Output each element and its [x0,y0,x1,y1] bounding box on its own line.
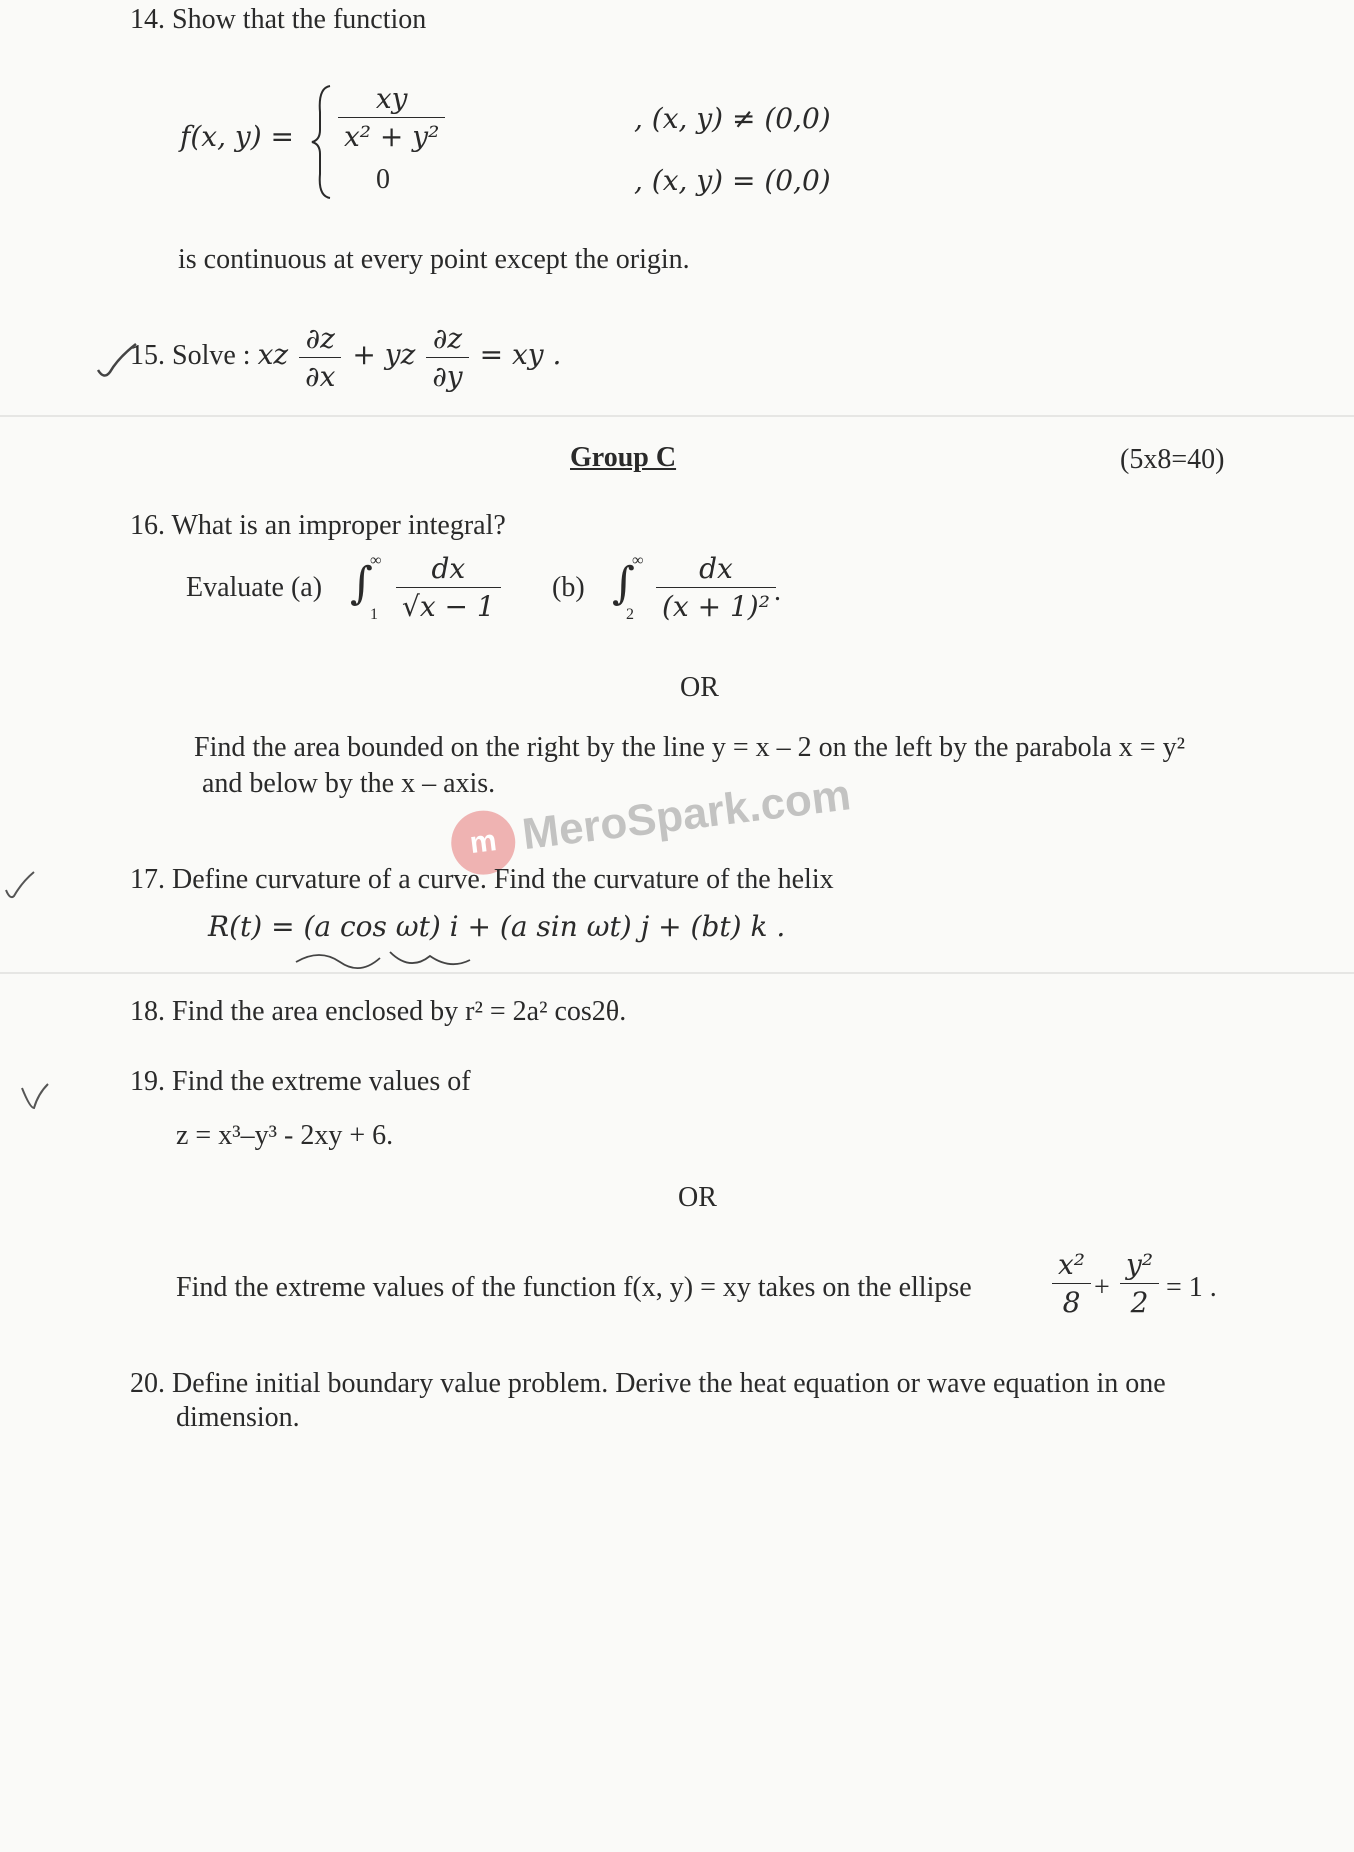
paper-fold [0,415,1354,417]
q14-intro: 14. Show that the function [130,4,427,35]
check-mark-icon [4,868,36,902]
q14-case1-condition: , (x, y) ≠ (0,0) [634,102,831,135]
q16-evaluate-label: Evaluate (a) [186,572,323,603]
fraction-numerator: ∂z [299,322,341,358]
q16-evaluate [186,552,806,632]
q16-a-upper-limit: ∞ [370,552,382,569]
q15-term1: xz [257,337,289,371]
group-c-title: Group C [570,442,677,473]
q14-case2-condition: , (x, y) = (0,0) [634,164,831,197]
q15 [130,322,561,393]
integral-sign-icon: ∫ [612,558,635,609]
q16-b-lower-limit: 2 [626,606,634,623]
fraction-numerator: dx [656,552,776,588]
fraction-numerator: y² [1120,1248,1159,1284]
q19-or: OR [678,1182,717,1213]
fraction-denominator: (x + 1)² [662,590,770,623]
watermark-text: MeroSpark.com [519,770,854,860]
fraction-denominator: x² + y² [344,120,440,153]
fraction-numerator: xy [338,82,445,118]
group-c-marks: (5x8=40) [1120,444,1225,475]
q17-line2: R(t) = (a cos ωt) i + (a sin ωt) j + (bt) k . [208,910,786,943]
q15-term2: + yz [352,337,416,371]
fraction-numerator: dx [396,552,501,588]
fraction-denominator: 2 [1130,1286,1149,1319]
q14-conclusion: is continuous at every point except the origin. [178,244,690,275]
q15-derivative-y [426,322,468,393]
q16-b-upper-limit: ∞ [632,552,644,569]
fraction-numerator: ∂z [426,322,468,358]
check-mark-icon [20,1082,50,1112]
q14-lhs: f(x, y) = [180,120,294,153]
q14-case2-value: 0 [376,164,390,195]
q14-case1 [334,82,831,153]
integral-sign-icon: ∫ [350,558,373,609]
q16-alt-line2: and below by the x – axis. [202,768,496,799]
fraction-denominator: ∂y [432,360,463,393]
paper-fold [0,972,1354,974]
q19-line2: z = x³–y³ - 2xy + 6. [176,1120,394,1151]
q15-derivative-x [299,322,341,393]
handwritten-scribble-icon [290,942,480,982]
q18-text: 18. Find the area enclosed by r² = 2a² cos2θ. [130,996,627,1027]
q19-alt-fraction-y [1120,1248,1159,1319]
q16-or: OR [680,672,719,703]
check-mark-icon [96,340,140,380]
q20-line1: 20. Define initial boundary value problem. Derive the heat equation or wave equation in one [130,1368,1166,1399]
q15-rhs: = xy . [479,337,562,371]
q16-question: 16. What is an improper integral? [130,510,506,541]
q16-a-lower-limit: 1 [370,606,378,623]
brace-icon [308,82,336,202]
q16-b-end: . [774,576,781,607]
q16-a-fraction [396,552,501,623]
q15-label: Solve : [172,339,251,371]
fraction-numerator: x² [1052,1248,1091,1284]
q19-alt-end: = 1 . [1166,1272,1217,1303]
fraction-denominator: ∂x [305,360,336,393]
fraction-denominator: √x − 1 [402,590,495,623]
q14-case2 [376,164,831,197]
q14-case1-fraction [338,82,445,153]
q19-alt-text: Find the extreme values of the function f(x, y) = xy takes on the ellipse [176,1272,972,1303]
q16-b-label: (b) [552,572,585,603]
q15-number: 15. [130,339,165,371]
q16-alt-line1: Find the area bounded on the right by the line y = x – 2 on the left by the parabola x = y² [194,732,1185,763]
q19-alt-plus: + [1094,1272,1110,1303]
watermark-logo-icon: m [448,807,519,878]
q16-b-fraction [656,552,776,623]
watermark [448,766,855,879]
q17-line1: 17. Define curvature of a curve. Find the curvature of the helix [130,864,834,895]
q20-line2: dimension. [176,1402,300,1433]
fraction-denominator: 8 [1062,1286,1081,1319]
q19-alt-fraction-x [1052,1248,1091,1319]
q19-line1: 19. Find the extreme values of [130,1066,471,1097]
